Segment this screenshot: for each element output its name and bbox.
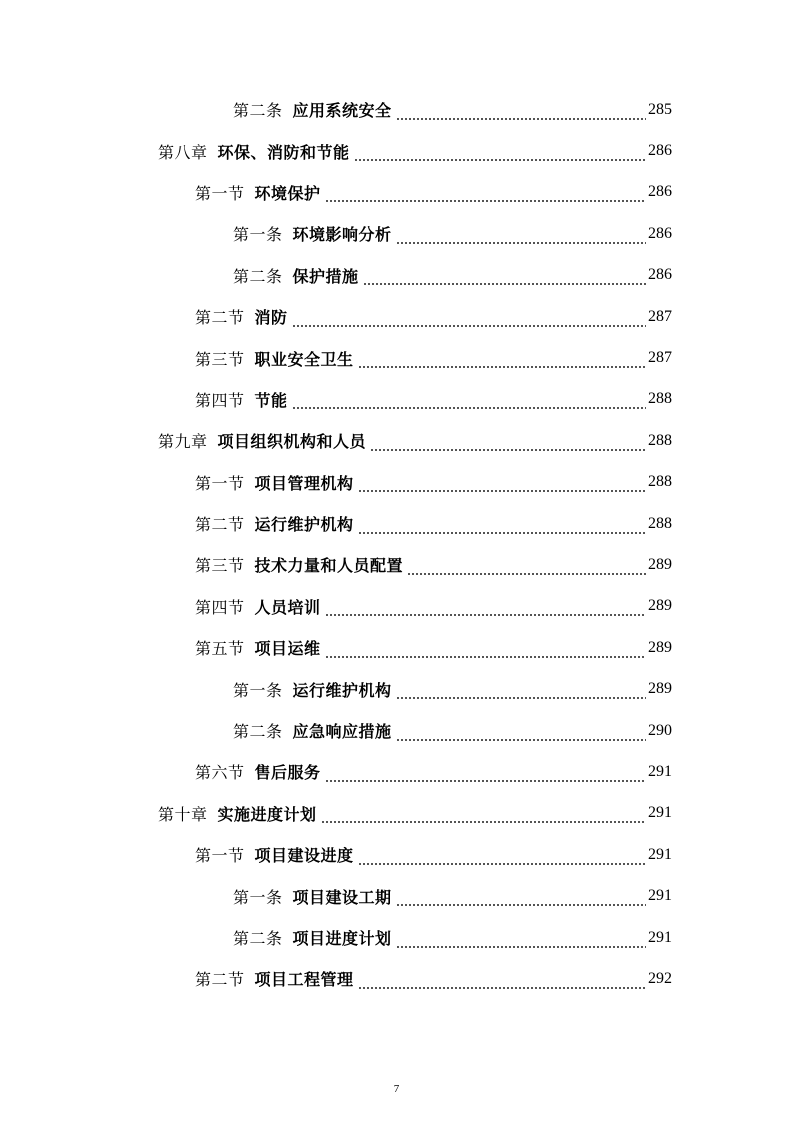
toc-entry-number: 第一条 [233,680,283,700]
toc-entry-page: 292 [648,969,672,987]
toc-entry-page: 286 [648,142,672,160]
dot-leader [292,312,646,328]
dot-leader [370,436,646,452]
toc-entry[interactable] [0,834,793,875]
table-of-contents [0,89,793,1000]
dot-leader [396,229,646,245]
toc-entry-title: 运行维护机构 [254,515,354,535]
toc-entry-number: 第三节 [195,556,245,576]
toc-entry-number: 第一条 [233,887,283,907]
dot-leader [407,560,646,576]
toc-entry-number: 第十章 [158,804,208,824]
toc-entry[interactable] [0,130,793,171]
toc-entry-page: 288 [648,390,672,408]
toc-entry[interactable] [0,544,793,585]
toc-entry[interactable] [0,503,793,544]
toc-entry-title: 环境影响分析 [292,225,392,245]
toc-entry-number: 第二节 [195,308,245,328]
toc-entry-page: 291 [648,804,672,822]
toc-entry[interactable] [0,958,793,999]
toc-entry-number: 第二条 [233,101,283,121]
toc-entry[interactable] [0,917,793,958]
toc-entry-page: 285 [648,100,672,118]
toc-entry-title: 应用系统安全 [292,101,392,121]
toc-entry-page: 289 [648,680,672,698]
toc-entry-number: 第六节 [195,763,245,783]
toc-entry[interactable] [0,420,793,461]
toc-entry[interactable] [0,875,793,916]
toc-entry[interactable] [0,213,793,254]
toc-entry-page: 286 [648,183,672,201]
dot-leader [358,477,646,493]
dot-leader [396,891,646,907]
toc-entry-page: 287 [648,307,672,325]
toc-entry-page: 289 [648,597,672,615]
toc-entry-number: 第三节 [195,349,245,369]
page-number: 7 [393,1083,400,1095]
toc-entry-title: 环保、消防和节能 [217,142,350,162]
toc-entry[interactable] [0,710,793,751]
toc-entry[interactable] [0,462,793,503]
toc-entry-page: 289 [648,555,672,573]
toc-entry-number: 第八章 [158,142,208,162]
toc-entry-title: 节能 [254,390,288,410]
toc-entry-page: 291 [648,762,672,780]
dot-leader [358,850,646,866]
toc-entry-title: 保护措施 [292,266,359,286]
toc-entry-number: 第四节 [195,390,245,410]
toc-entry-title: 项目进度计划 [292,929,392,948]
toc-entry-title: 项目建设工期 [292,887,392,907]
toc-entry-page: 291 [648,845,672,863]
toc-entry-number: 第二条 [233,929,283,948]
dot-leader [396,933,646,949]
toc-entry-number: 第二节 [195,970,245,990]
toc-entry[interactable] [0,627,793,668]
toc-entry[interactable] [0,337,793,378]
toc-entry-page: 291 [648,887,672,905]
toc-entry[interactable] [0,89,793,130]
dot-leader [358,353,646,369]
toc-entry[interactable] [0,751,793,792]
dot-leader [292,394,646,410]
toc-entry-title: 应急响应措施 [292,722,392,742]
toc-entry-number: 第二条 [233,722,283,742]
toc-entry-title: 售后服务 [254,763,321,783]
dot-leader [354,146,646,162]
toc-entry[interactable] [0,793,793,834]
toc-entry-page: 291 [648,928,672,946]
toc-entry-title: 实施进度计划 [217,804,317,824]
toc-entry-number: 第四节 [195,597,245,617]
dot-leader [325,767,646,783]
toc-entry[interactable] [0,668,793,709]
toc-entry-title: 技术力量和人员配置 [254,556,404,576]
toc-entry-page: 288 [648,431,672,449]
toc-entry-title: 项目组织机构和人员 [217,432,367,452]
toc-entry-title: 项目运维 [254,639,321,659]
toc-entry-title: 项目建设进度 [254,846,354,866]
toc-entry-number: 第一节 [195,846,245,866]
dot-leader [325,601,646,617]
toc-entry-title: 人员培训 [254,597,321,617]
toc-entry-title: 运行维护机构 [292,680,392,700]
toc-entry[interactable] [0,255,793,296]
toc-entry-title: 职业安全卫生 [254,349,354,369]
toc-entry-page: 290 [648,721,672,739]
dot-leader [396,726,646,742]
dot-leader [358,519,646,535]
dot-leader [325,187,646,203]
toc-entry-title: 项目工程管理 [254,970,354,990]
toc-entry-number: 第一节 [195,183,245,203]
toc-entry-page: 289 [648,638,672,656]
dot-leader [396,684,646,700]
dot-leader [321,808,646,824]
dot-leader [396,105,646,121]
toc-entry-page: 288 [648,514,672,532]
dot-leader [358,974,646,990]
toc-entry-number: 第九章 [158,432,208,452]
dot-leader [363,270,646,286]
toc-entry-title: 项目管理机构 [254,473,354,493]
toc-entry-page: 286 [648,224,672,242]
toc-entry[interactable] [0,379,793,420]
toc-entry-number: 第一节 [195,473,245,493]
toc-entry-page: 288 [648,473,672,491]
toc-entry-page: 286 [648,266,672,284]
toc-entry-number: 第二条 [233,266,283,286]
toc-entry-title: 消防 [254,308,288,328]
toc-entry[interactable] [0,172,793,213]
toc-entry-number: 第二节 [195,515,245,535]
toc-entry-title: 环境保护 [254,183,321,203]
dot-leader [325,643,646,659]
toc-entry[interactable] [0,586,793,627]
toc-entry-page: 287 [648,349,672,367]
toc-entry[interactable] [0,296,793,337]
toc-entry-number: 第一条 [233,225,283,245]
toc-entry-number: 第五节 [195,639,245,659]
